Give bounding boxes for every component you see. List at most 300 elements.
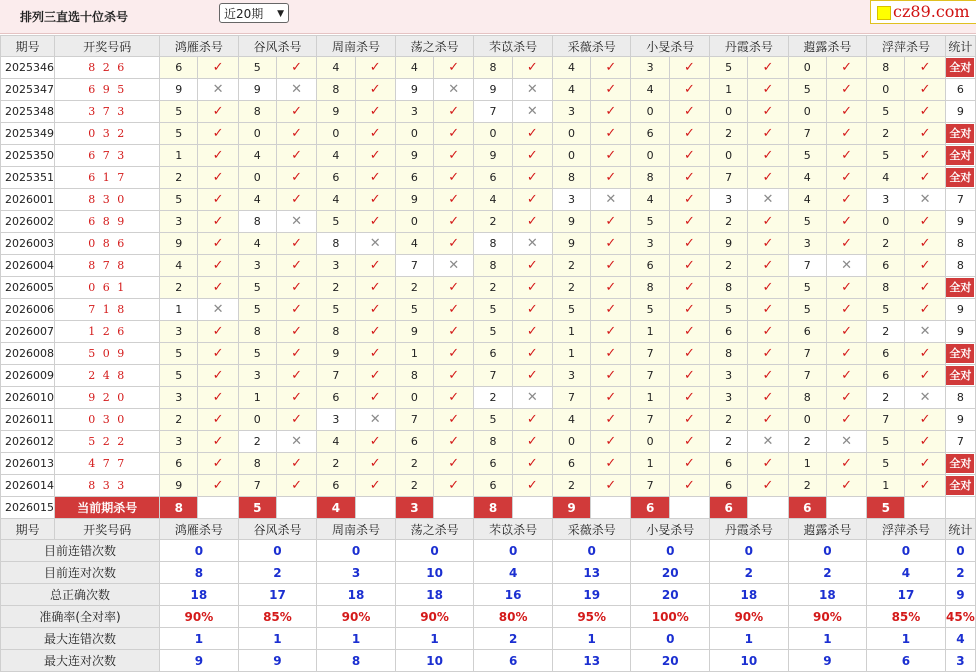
check-icon: ✓ [748, 321, 788, 343]
stats-value: 0 [238, 540, 317, 562]
period-select[interactable] [219, 3, 289, 23]
kill-number-cell: 7 [552, 387, 590, 409]
check-icon: ✓ [591, 453, 631, 475]
stats-value: 90% [395, 606, 474, 628]
stat-cell [945, 365, 975, 387]
table-row [1, 431, 976, 453]
check-icon: ✓ [355, 145, 395, 167]
stats-value: 0 [788, 540, 867, 562]
kill-number-cell: 4 [552, 57, 590, 79]
stats-value: 8 [160, 562, 239, 584]
check-icon: ✓ [591, 123, 631, 145]
current-kill-number: 3 [395, 497, 433, 519]
kill-number-cell: 1 [867, 475, 905, 497]
col-stats-header: 统计 [945, 36, 975, 57]
kill-number-cell: 3 [552, 365, 590, 387]
winning-number-cell: 8 7 8 [55, 255, 160, 277]
check-icon: ✓ [826, 409, 866, 431]
kill-number-cell: 2 [395, 453, 433, 475]
stats-value: 2 [945, 562, 975, 584]
check-icon: ✓ [669, 101, 709, 123]
check-icon: ✓ [355, 79, 395, 101]
check-icon: ✓ [748, 167, 788, 189]
check-icon: ✓ [669, 189, 709, 211]
check-icon: ✓ [669, 211, 709, 233]
kill-number-cell: 0 [474, 123, 512, 145]
kill-number-cell: 3 [631, 233, 669, 255]
cross-icon: ✕ [355, 409, 395, 431]
kill-number-cell: 0 [317, 123, 355, 145]
stat-cell [945, 475, 975, 497]
table-row [1, 101, 976, 123]
col-stats-header: 统计 [945, 519, 975, 540]
cross-icon: ✕ [905, 189, 945, 211]
check-icon: ✓ [276, 343, 316, 365]
check-icon: ✓ [355, 365, 395, 387]
check-icon: ✓ [434, 299, 474, 321]
check-icon: ✓ [276, 387, 316, 409]
kill-number-cell: 6 [788, 321, 826, 343]
stats-label: 总正确次数 [1, 584, 160, 606]
kill-number-cell: 1 [552, 321, 590, 343]
kill-number-cell: 1 [160, 299, 198, 321]
check-icon: ✓ [198, 409, 238, 431]
kill-number-cell: 3 [552, 101, 590, 123]
kill-number-cell: 8 [238, 211, 276, 233]
cross-icon: ✕ [355, 233, 395, 255]
kill-number-cell: 2 [867, 387, 905, 409]
page-header [0, 0, 976, 34]
check-icon: ✓ [591, 365, 631, 387]
winning-number-cell: 8 3 0 [55, 189, 160, 211]
table-row [1, 233, 976, 255]
all-correct-badge: 全对 [946, 454, 974, 473]
kill-number-cell: 6 [474, 475, 512, 497]
check-icon: ✓ [748, 299, 788, 321]
check-icon: ✓ [198, 189, 238, 211]
current-kill-number: 4 [317, 497, 355, 519]
check-icon: ✓ [669, 343, 709, 365]
kill-number-cell: 8 [474, 431, 512, 453]
stats-value: 3 [317, 562, 396, 584]
check-icon: ✓ [512, 211, 552, 233]
kill-number-cell: 7 [631, 475, 669, 497]
check-icon: ✓ [512, 321, 552, 343]
col-expert-header: 芣苡杀号 [474, 36, 553, 57]
kill-number-cell: 7 [395, 409, 433, 431]
table-row [1, 387, 976, 409]
check-icon: ✓ [355, 475, 395, 497]
stat-cell: 8 [945, 255, 975, 277]
issue-cell: 2025351 [1, 167, 55, 189]
check-icon: ✓ [355, 299, 395, 321]
check-icon: ✓ [905, 431, 945, 453]
kill-number-cell: 5 [867, 299, 905, 321]
check-icon: ✓ [669, 409, 709, 431]
check-icon: ✓ [276, 255, 316, 277]
check-icon: ✓ [512, 189, 552, 211]
col-expert-header: 周南杀号 [317, 519, 396, 540]
check-icon: ✓ [355, 101, 395, 123]
site-logo[interactable] [870, 0, 976, 24]
cross-icon: ✕ [826, 431, 866, 453]
check-icon: ✓ [591, 233, 631, 255]
issue-cell: 2026013 [1, 453, 55, 475]
kill-number-cell: 7 [474, 101, 512, 123]
kill-number-cell: 8 [867, 277, 905, 299]
check-icon: ✓ [355, 255, 395, 277]
check-icon: ✓ [748, 255, 788, 277]
kill-number-cell: 5 [867, 145, 905, 167]
kill-number-cell: 8 [788, 387, 826, 409]
check-icon: ✓ [669, 167, 709, 189]
kill-number-cell: 8 [631, 277, 669, 299]
issue-cell: 2026008 [1, 343, 55, 365]
stat-cell: 9 [945, 101, 975, 123]
kill-number-cell: 5 [710, 57, 748, 79]
check-icon: ✓ [512, 123, 552, 145]
stats-label: 目前连错次数 [1, 540, 160, 562]
kill-number-cell: 6 [317, 387, 355, 409]
kill-number-cell: 5 [867, 453, 905, 475]
check-icon: ✓ [669, 79, 709, 101]
cross-icon: ✕ [512, 233, 552, 255]
current-empty-cell [198, 497, 238, 519]
check-icon: ✓ [276, 365, 316, 387]
check-icon: ✓ [434, 277, 474, 299]
kill-number-cell: 0 [395, 211, 433, 233]
stats-value: 17 [867, 584, 946, 606]
kill-number-cell: 8 [317, 233, 355, 255]
stats-value: 10 [395, 650, 474, 672]
check-icon: ✓ [591, 57, 631, 79]
check-icon: ✓ [905, 299, 945, 321]
current-issue-row [1, 497, 976, 519]
kill-number-cell: 3 [710, 365, 748, 387]
kill-number-cell: 7 [317, 365, 355, 387]
kill-number-cell: 9 [474, 145, 512, 167]
kill-number-cell: 7 [867, 409, 905, 431]
stats-value: 0 [552, 540, 631, 562]
check-icon: ✓ [434, 233, 474, 255]
check-icon: ✓ [826, 299, 866, 321]
table-row [1, 145, 976, 167]
kill-number-cell: 8 [474, 57, 512, 79]
kill-number-cell: 7 [395, 255, 433, 277]
stats-value: 20 [631, 650, 710, 672]
kill-number-cell: 0 [788, 57, 826, 79]
check-icon: ✓ [355, 57, 395, 79]
winning-number-cell: 1 2 6 [55, 321, 160, 343]
issue-cell: 2026004 [1, 255, 55, 277]
check-icon: ✓ [198, 365, 238, 387]
cross-icon: ✕ [276, 79, 316, 101]
winning-number-cell: 7 1 8 [55, 299, 160, 321]
check-icon: ✓ [669, 57, 709, 79]
kill-number-cell: 4 [317, 189, 355, 211]
kill-number-cell: 7 [474, 365, 512, 387]
kill-number-cell: 3 [238, 255, 276, 277]
kill-number-cell: 5 [788, 79, 826, 101]
check-icon: ✓ [905, 123, 945, 145]
check-icon: ✓ [276, 409, 316, 431]
check-icon: ✓ [198, 57, 238, 79]
stats-value: 0 [631, 628, 710, 650]
winning-number-cell: 5 0 9 [55, 343, 160, 365]
check-icon: ✓ [905, 255, 945, 277]
kill-number-cell: 6 [395, 167, 433, 189]
table-row [1, 365, 976, 387]
check-icon: ✓ [198, 321, 238, 343]
check-icon: ✓ [905, 101, 945, 123]
kill-number-cell: 5 [788, 299, 826, 321]
check-icon: ✓ [669, 233, 709, 255]
kill-number-cell: 1 [395, 343, 433, 365]
kill-number-cell: 6 [710, 321, 748, 343]
kill-number-cell: 1 [631, 387, 669, 409]
kill-number-cell: 5 [160, 365, 198, 387]
check-icon: ✓ [355, 453, 395, 475]
kill-number-cell: 5 [238, 343, 276, 365]
check-icon: ✓ [826, 343, 866, 365]
check-icon: ✓ [748, 277, 788, 299]
stat-cell: 9 [945, 321, 975, 343]
table-row [1, 343, 976, 365]
col-winning-header: 开奖号码 [55, 36, 160, 57]
kill-number-cell: 2 [710, 431, 748, 453]
col-issue-header: 期号 [1, 519, 55, 540]
all-correct-badge: 全对 [946, 58, 974, 77]
kill-number-cell: 3 [552, 189, 590, 211]
check-icon: ✓ [826, 189, 866, 211]
check-icon: ✓ [591, 387, 631, 409]
cross-icon: ✕ [905, 321, 945, 343]
kill-number-cell: 2 [710, 255, 748, 277]
check-icon: ✓ [276, 321, 316, 343]
kill-number-cell: 0 [710, 145, 748, 167]
stats-value: 4 [945, 628, 975, 650]
kill-number-cell: 5 [474, 409, 512, 431]
check-icon: ✓ [355, 431, 395, 453]
logo-text: cz89.com [893, 2, 970, 21]
check-icon: ✓ [748, 145, 788, 167]
current-empty-cell [826, 497, 866, 519]
kill-number-cell: 6 [867, 255, 905, 277]
col-expert-header: 鸿雁杀号 [160, 36, 239, 57]
stat-cell: 9 [945, 409, 975, 431]
check-icon: ✓ [512, 57, 552, 79]
kill-number-cell: 0 [238, 167, 276, 189]
kill-number-cell: 6 [631, 123, 669, 145]
check-icon: ✓ [826, 145, 866, 167]
kill-number-cell: 5 [317, 299, 355, 321]
check-icon: ✓ [198, 211, 238, 233]
check-icon: ✓ [905, 145, 945, 167]
kill-number-cell: 0 [238, 123, 276, 145]
check-icon: ✓ [591, 101, 631, 123]
check-icon: ✓ [276, 475, 316, 497]
check-icon: ✓ [434, 211, 474, 233]
check-icon: ✓ [198, 431, 238, 453]
kill-number-cell: 5 [474, 299, 512, 321]
check-icon: ✓ [748, 343, 788, 365]
col-expert-header: 浮萍杀号 [867, 519, 946, 540]
issue-cell: 2026002 [1, 211, 55, 233]
kill-number-cell: 8 [552, 167, 590, 189]
check-icon: ✓ [591, 79, 631, 101]
kill-number-cell: 3 [160, 321, 198, 343]
table-row [1, 79, 976, 101]
check-icon: ✓ [748, 101, 788, 123]
logo-square-icon [877, 6, 891, 20]
winning-number-cell: 9 2 0 [55, 387, 160, 409]
stats-value: 85% [238, 606, 317, 628]
stats-value: 1 [552, 628, 631, 650]
kill-number-cell: 2 [867, 321, 905, 343]
stats-label: 最大连对次数 [1, 650, 160, 672]
check-icon: ✓ [905, 233, 945, 255]
check-icon: ✓ [748, 365, 788, 387]
col-winning-header: 开奖号码 [55, 519, 160, 540]
kill-number-cell: 1 [631, 321, 669, 343]
stats-value: 0 [945, 540, 975, 562]
kill-number-cell: 0 [238, 409, 276, 431]
kill-number-cell: 5 [238, 299, 276, 321]
col-expert-header: 周南杀号 [317, 36, 396, 57]
current-empty-cell [355, 497, 395, 519]
current-empty-cell [276, 497, 316, 519]
kill-number-cell: 5 [395, 299, 433, 321]
kill-number-cell: 4 [631, 189, 669, 211]
kill-number-cell: 3 [631, 57, 669, 79]
check-icon: ✓ [512, 431, 552, 453]
issue-cell: 2025346 [1, 57, 55, 79]
kill-number-cell: 7 [238, 475, 276, 497]
stats-value: 9 [945, 584, 975, 606]
check-icon: ✓ [748, 409, 788, 431]
check-icon: ✓ [591, 321, 631, 343]
kill-number-cell: 4 [317, 57, 355, 79]
check-icon: ✓ [591, 277, 631, 299]
kill-number-cell: 2 [395, 475, 433, 497]
kill-number-cell: 2 [474, 277, 512, 299]
stats-value: 45% [945, 606, 975, 628]
table-row [1, 255, 976, 277]
check-icon: ✓ [355, 211, 395, 233]
check-icon: ✓ [434, 57, 474, 79]
stats-row [1, 628, 976, 650]
col-expert-header: 采薇杀号 [552, 519, 631, 540]
kill-number-cell: 5 [160, 189, 198, 211]
kill-number-cell: 2 [552, 255, 590, 277]
table-row [1, 57, 976, 79]
kill-number-cell: 2 [710, 211, 748, 233]
kill-number-cell: 6 [317, 475, 355, 497]
table-row [1, 475, 976, 497]
kill-number-cell: 0 [552, 123, 590, 145]
check-icon: ✓ [355, 387, 395, 409]
col-expert-header: 浮萍杀号 [867, 36, 946, 57]
kill-number-cell: 5 [788, 277, 826, 299]
current-issue-cell: 2026015 [1, 497, 55, 519]
kill-number-cell: 0 [710, 101, 748, 123]
check-icon: ✓ [669, 365, 709, 387]
cross-icon: ✕ [434, 79, 474, 101]
stats-value: 9 [160, 650, 239, 672]
kill-number-cell: 7 [788, 255, 826, 277]
current-empty-cell [591, 497, 631, 519]
check-icon: ✓ [591, 343, 631, 365]
current-kill-number: 8 [474, 497, 512, 519]
kill-number-cell: 9 [552, 211, 590, 233]
kill-number-cell: 9 [160, 79, 198, 101]
current-kill-number: 6 [788, 497, 826, 519]
kill-number-cell: 7 [710, 167, 748, 189]
current-empty-cell [434, 497, 474, 519]
stat-cell [945, 145, 975, 167]
kill-number-cell: 2 [160, 277, 198, 299]
cross-icon: ✕ [512, 79, 552, 101]
stat-cell: 6 [945, 79, 975, 101]
kill-number-cell: 2 [160, 167, 198, 189]
kill-number-cell: 8 [474, 233, 512, 255]
stats-value: 1 [317, 628, 396, 650]
check-icon: ✓ [276, 453, 316, 475]
check-icon: ✓ [826, 211, 866, 233]
issue-cell: 2026007 [1, 321, 55, 343]
winning-number-cell: 0 3 2 [55, 123, 160, 145]
check-icon: ✓ [355, 343, 395, 365]
kill-number-cell: 3 [238, 365, 276, 387]
current-label-cell: 当前期杀号 [55, 497, 160, 519]
stats-value: 20 [631, 584, 710, 606]
check-icon: ✓ [826, 321, 866, 343]
table-header-row [1, 519, 976, 540]
stats-value: 13 [552, 650, 631, 672]
check-icon: ✓ [276, 123, 316, 145]
winning-number-cell: 0 3 0 [55, 409, 160, 431]
stats-value: 19 [552, 584, 631, 606]
kill-number-cell: 1 [238, 387, 276, 409]
kill-number-cell: 4 [317, 145, 355, 167]
check-icon: ✓ [748, 233, 788, 255]
issue-cell: 2026014 [1, 475, 55, 497]
check-icon: ✓ [748, 123, 788, 145]
kill-number-cell: 8 [867, 57, 905, 79]
kill-number-cell: 4 [788, 167, 826, 189]
all-correct-badge: 全对 [946, 124, 974, 143]
kill-number-cell: 2 [867, 123, 905, 145]
stat-cell: 7 [945, 189, 975, 211]
stats-row [1, 606, 976, 628]
kill-number-cell: 5 [552, 299, 590, 321]
col-expert-header: 鸿雁杀号 [160, 519, 239, 540]
issue-cell: 2026010 [1, 387, 55, 409]
kill-number-cell: 2 [474, 211, 512, 233]
col-expert-header: 蕸露杀号 [788, 36, 867, 57]
kill-number-cell: 6 [867, 343, 905, 365]
kill-number-cell: 6 [867, 365, 905, 387]
col-expert-header: 谷风杀号 [238, 36, 317, 57]
cross-icon: ✕ [748, 189, 788, 211]
kill-number-cell: 8 [395, 365, 433, 387]
current-kill-number: 8 [160, 497, 198, 519]
winning-number-cell: 6 8 9 [55, 211, 160, 233]
stats-row [1, 650, 976, 672]
kill-number-cell: 8 [710, 343, 748, 365]
stats-value: 17 [238, 584, 317, 606]
stat-cell [945, 277, 975, 299]
